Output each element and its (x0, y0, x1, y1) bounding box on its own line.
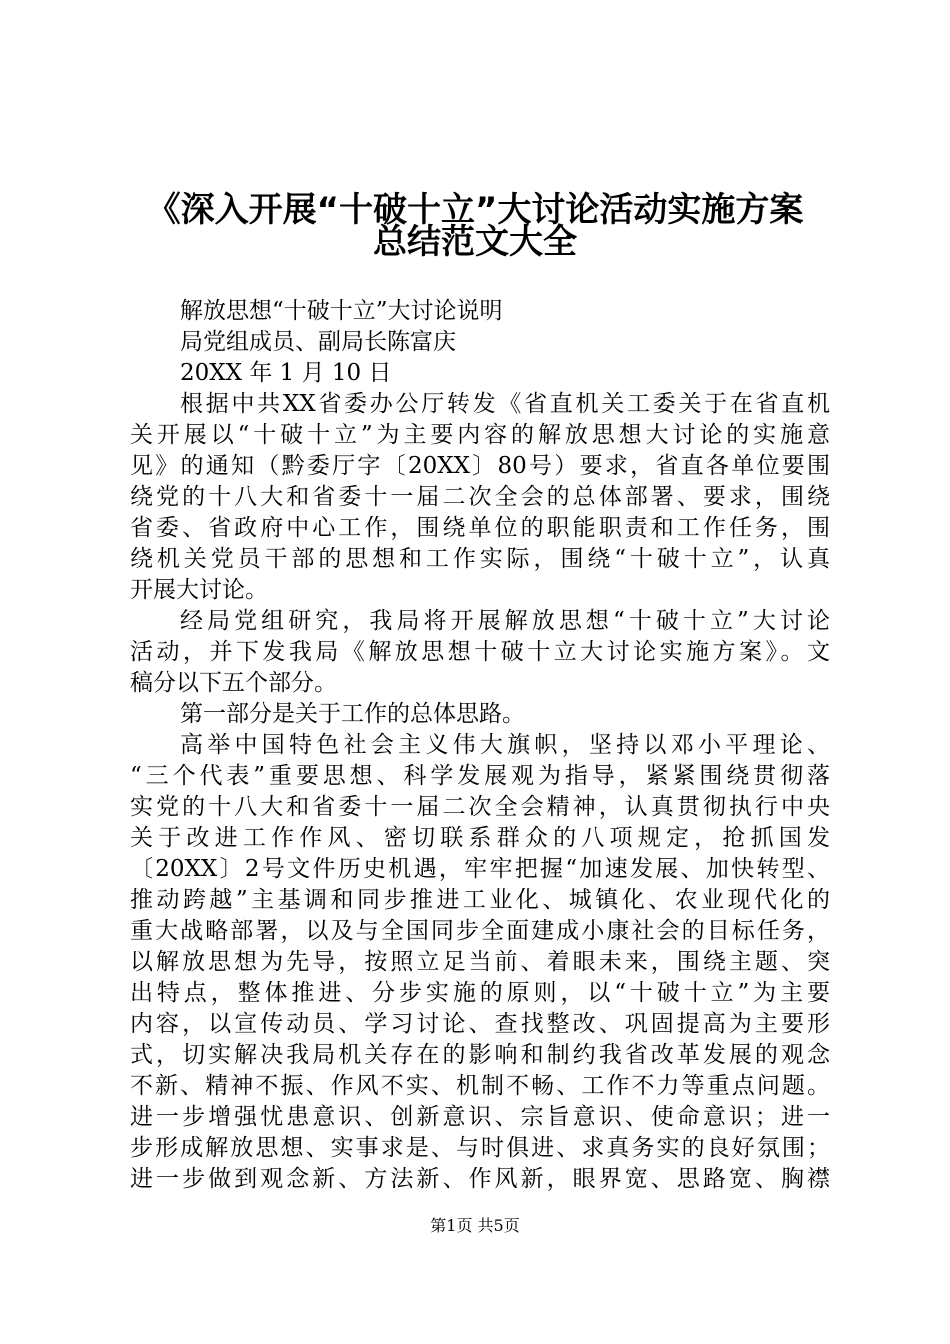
document-title-line-2: 总结范文大全 (373, 222, 577, 262)
body-text-line: 稿分以下五个部分。 (130, 670, 337, 696)
body-text-line: 局党组成员、副局长陈富庆 (180, 329, 456, 355)
body-text-line: 〔20XX〕2号文件历史机遇，牢牢把握“加速发展、加快转型、 (130, 856, 830, 882)
body-text-line: 以解放思想为先导，按照立足当前、着眼未来，围绕主题、突 (130, 949, 830, 975)
body-text-line: 出特点，整体推进、分步实施的原则，以“十破十立”为主要 (130, 980, 830, 1006)
body-text-line: 第一部分是关于工作的总体思路。 (180, 701, 525, 727)
body-text-line: 实党的十八大和省委十一届二次全会精神，认真贯彻执行中央 (130, 794, 830, 820)
body-text-line: 开展大讨论。 (130, 577, 268, 603)
body-text-line: 见》的通知（黔委厅字〔20XX〕80号）要求，省直各单位要围 (130, 453, 830, 479)
body-text-line: 不新、精神不振、作风不实、机制不畅、工作不力等重点问题。 (130, 1073, 830, 1099)
body-text-line: 进一步做到观念新、方法新、作风新，眼界宽、思路宽、胸襟 (130, 1166, 830, 1192)
body-text-line: 关开展以“十破十立”为主要内容的解放思想大讨论的实施意 (130, 422, 830, 448)
document-title-line-1: 《深入开展“十破十立”大讨论活动实施方案 (146, 190, 804, 230)
body-text-line: 高举中国特色社会主义伟大旗帜，坚持以邓小平理论、 (180, 732, 830, 758)
body-text-line: 解放思想“十破十立”大讨论说明 (180, 298, 503, 324)
body-text-line: 根据中共XX省委办公厅转发《省直机关工委关于在省直机 (180, 391, 830, 417)
body-text-line: 步形成解放思想、实事求是、与时俱进、求真务实的良好氛围； (130, 1135, 830, 1161)
body-text-line: “三个代表”重要思想、科学发展观为指导，紧紧围绕贯彻落 (130, 763, 830, 789)
body-text-line: 活动，并下发我局《解放思想十破十立大讨论实施方案》。文 (130, 639, 830, 665)
body-text-line: 20XX 年 1 月 10 日 (180, 360, 392, 386)
body-text-line: 式，切实解决我局机关存在的影响和制约我省改革发展的观念 (130, 1042, 830, 1068)
body-text-line: 重大战略部署，以及与全国同步全面建成小康社会的目标任务， (130, 918, 830, 944)
body-text-line: 推动跨越”主基调和同步推进工业化、城镇化、农业现代化的 (130, 887, 830, 913)
body-text-line: 进一步增强忧患意识、创新意识、宗旨意识、使命意识；进一 (130, 1104, 830, 1130)
page-number-footer: 第1页 共5页 (430, 1216, 520, 1235)
body-text-line: 关于改进工作作风、密切联系群众的八项规定，抢抓国发 (130, 825, 830, 851)
body-text-line: 内容，以宣传动员、学习讨论、查找整改、巩固提高为主要形 (130, 1011, 830, 1037)
body-text-line: 绕党的十八大和省委十一届二次全会的总体部署、要求，围绕 (130, 484, 830, 510)
body-text-line: 省委、省政府中心工作，围绕单位的职能职责和工作任务，围 (130, 515, 830, 541)
document-body (130, 296, 830, 1195)
body-text-line: 经局党组研究，我局将开展解放思想“十破十立”大讨论 (180, 608, 830, 634)
body-text-line: 绕机关党员干部的思想和工作实际，围绕“十破十立”，认真 (130, 546, 830, 572)
